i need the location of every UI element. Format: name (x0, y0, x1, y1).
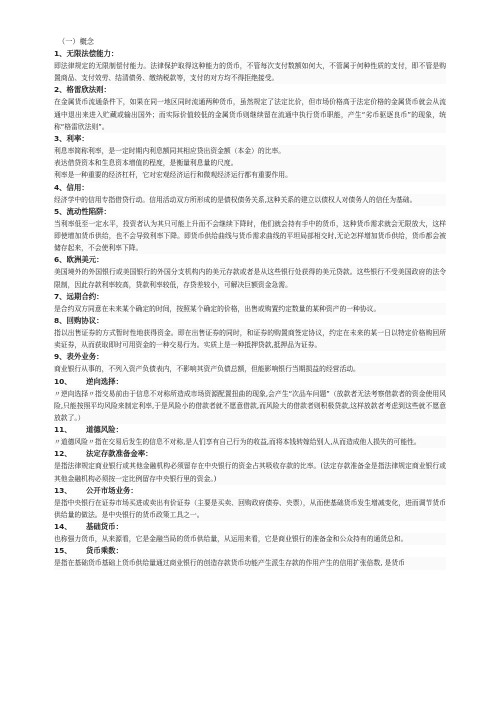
term-label: 法定存款准备金率： (86, 449, 153, 459)
term-label: 货币乘数： (86, 546, 123, 556)
term-definition (54, 266, 446, 290)
definition-line: 〃道德风险〃指在交易后发生的信息不对称,是人们享有自己行为的收益,而将本钱转嫁给别人,从而造成他人损失的可能性。 (54, 438, 421, 447)
definition-entry (54, 254, 446, 290)
definition-line: 当利率低至一定水平，投资者认为其只可能上升而不会继续下降时，他们就会持有手中的货币，这种货币需求就会无限放大，这样即使增加货币供给，也不会导致利率下降。即货币供给曲线与货币需求曲线的平坦局部相交时,无论怎样增加货币供给，货币都会被储存起来，不会使利率下降。 (54, 219, 446, 253)
term-number: 7、 (54, 291, 67, 301)
entries-list (54, 48, 446, 570)
term-heading (54, 485, 446, 497)
term-label: 无限法偿能力： (66, 49, 119, 58)
term-definition (54, 327, 446, 351)
term-number: 12、 (54, 449, 72, 459)
definition-entry (54, 84, 446, 133)
term-heading (54, 133, 446, 145)
term-definition (54, 303, 446, 315)
definition-line: 利息率简称利率，是一定时期内利息额同其相应贷出资金额（本金）的比率。 (54, 147, 286, 156)
term-heading (54, 182, 446, 194)
definition-entry (54, 48, 446, 84)
term-number: 9、 (54, 352, 67, 362)
term-label: 格雷欣法则： (66, 85, 111, 95)
definition-entry (54, 485, 446, 521)
term-heading (54, 48, 446, 60)
term-heading (54, 521, 446, 533)
term-number: 6、 (54, 255, 67, 265)
term-number: 11、 (54, 425, 72, 435)
term-definition (54, 460, 446, 484)
definition-line: 美国境外的外国银行或美国银行的外国分支机构内的美元存款或者是从这些银行处获得的美元贷款。这些银行不受美国政府的法令限制，因此存款利率较高，贷款利率较低，存贷差较小，可解决巨额资金急需。 (54, 268, 446, 289)
term-definition (54, 145, 446, 182)
term-heading (54, 351, 446, 363)
term-label: 远期合约： (66, 291, 104, 301)
definition-line: 〃逆向选择〃指交易前由于信息不对称所造成市场资源配置扭曲的现象,会产生“次品车问题”（放款者无法考察借款者的资金使用风险,只能按照平均风险来制定利率,于是风险小的借款者就不愿意借款,而风险大的借款者则积极贷款,这样放款者考虑到这些就不愿意放款了。） (54, 389, 446, 423)
section-title: （一）概念 (58, 37, 94, 46)
definition-entry (54, 545, 446, 569)
term-heading (54, 448, 446, 460)
definition-line: 也称强力货币，从来源看，它是金融当局的货币供给量，从运用来看，它是商业银行的准备金和公众持有的通货总和。 (54, 535, 408, 544)
definition-line: 利率是一种重要的经济杠杆，它对宏观经济运行和微观经济运行都有重要作用。 (54, 171, 292, 180)
term-definition (54, 497, 446, 521)
term-definition (54, 218, 446, 255)
term-definition (54, 436, 446, 448)
definition-line: 即法律规定的无限制偿付能力。法律保护取得这种能力的货币，不管每次支付数额如何大，不管属于何种性质的支付，即不管是购置商品、支付效劳、结清债务、缴纳税款等，支付的对方均不得拒绝接受。 (54, 62, 446, 83)
term-label: 利率： (66, 134, 89, 144)
term-number: 10、 (54, 376, 72, 386)
definition-entry (54, 424, 446, 448)
definition-entry (54, 291, 446, 315)
term-label: 公开市场业务： (86, 485, 138, 495)
definition-line: 指以出售证券的方式暂时性地获得资金。即在出售证券的同时，和证券的购置商签定协议，约定在未来的某一日以特定价格购回所卖证券，从而获取即时可用资金的一种交易行为。实质上是一种抵押贷款,抵押品为证券。 (54, 329, 446, 350)
term-definition (54, 96, 446, 133)
term-definition (54, 363, 446, 375)
definition-line: 是指在基础货币基础上货币供给量通过商业银行的创造存款货币功能产生派生存款的作用产生的信用扩张倍数, 是货币 (54, 559, 405, 568)
term-definition (54, 557, 446, 569)
definition-entry (54, 376, 446, 425)
definition-entry (54, 521, 446, 545)
term-number: 8、 (54, 316, 67, 326)
term-label: 逆向选择： (86, 376, 123, 386)
term-number: 2、 (54, 85, 67, 95)
definition-entry (54, 351, 446, 375)
term-label: 表外业务： (66, 352, 104, 362)
definition-entry (54, 133, 446, 182)
definition-line: 在金属货币流通条件下，如果在同一地区同时流通两种货币，虽然规定了法定比价，但市场价格高于法定价格的金属货币就会从流通中退出来进入贮藏或输出国外；而实际价值较低的金属货币则继续留在流通中执行货币职能，产生“劣币驱逐良币”的现象，统称“格雷欣法则”。 (54, 98, 446, 131)
term-label: 流动性陷阱： (66, 206, 111, 216)
term-number: 13、 (54, 485, 72, 495)
definition-entry (54, 448, 446, 484)
term-definition (54, 533, 446, 545)
definition-line: 表达借贷资本和生息资本增值的程度，是衡量利息量的尺度。 (54, 159, 238, 168)
definition-line: 经济学中的信用专指借贷行动。信用活动双方所形成的是债权债务关系,这种关系的建立以债权人对债务人的信任为基础。 (54, 195, 417, 204)
term-heading (54, 315, 446, 327)
definition-line: 是指中央银行在证券市场买进或卖出有价证券（主要是买卖、回购政府债券、央票），从而使基础货币发生增减变化，进而调节货币供给量的做法。是中央银行的货币政策工具之一。 (54, 498, 446, 520)
term-heading (54, 254, 446, 266)
term-heading (54, 291, 446, 303)
definition-entry (54, 206, 446, 255)
term-heading (54, 376, 446, 388)
term-number: 15、 (54, 546, 72, 556)
term-heading (54, 206, 446, 218)
term-label: 道德风险： (86, 425, 123, 435)
term-heading (54, 424, 446, 436)
term-number: 14、 (54, 522, 72, 532)
definition-line: 是指法律规定商业银行或其他金融机构必须留存在中央银行的资金占其吸收存款的比率。(法定存款准备金是指法律规定商业银行或其他金融机构必须按一定比例留存中央银行里的资金。) (54, 462, 446, 483)
term-heading (54, 545, 446, 557)
term-number: 1、 (54, 49, 67, 58)
term-label: 回购协议： (66, 316, 104, 326)
term-heading (54, 84, 446, 96)
term-definition (54, 194, 446, 206)
term-label: 欧洲美元： (66, 255, 104, 265)
term-number: 4、 (54, 182, 67, 192)
definition-line: 商业银行从事的，不列入资产负债表内，不影响其资产负债总额，但能影响银行当期损益的经营活动。 (54, 365, 360, 374)
term-definition (54, 60, 446, 84)
definition-entry (54, 315, 446, 351)
definition-line: 是合约双方同意在未来某个确定的时间，按照某个确定的价格，出售或购置约定数量的某种资产的一种协议。 (54, 304, 381, 313)
term-label: 基础货币： (86, 522, 123, 532)
term-number: 5、 (54, 206, 67, 216)
term-number: 3、 (54, 134, 67, 144)
definition-entry (54, 182, 446, 206)
term-label: 信用： (66, 182, 89, 192)
term-definition (54, 388, 446, 425)
